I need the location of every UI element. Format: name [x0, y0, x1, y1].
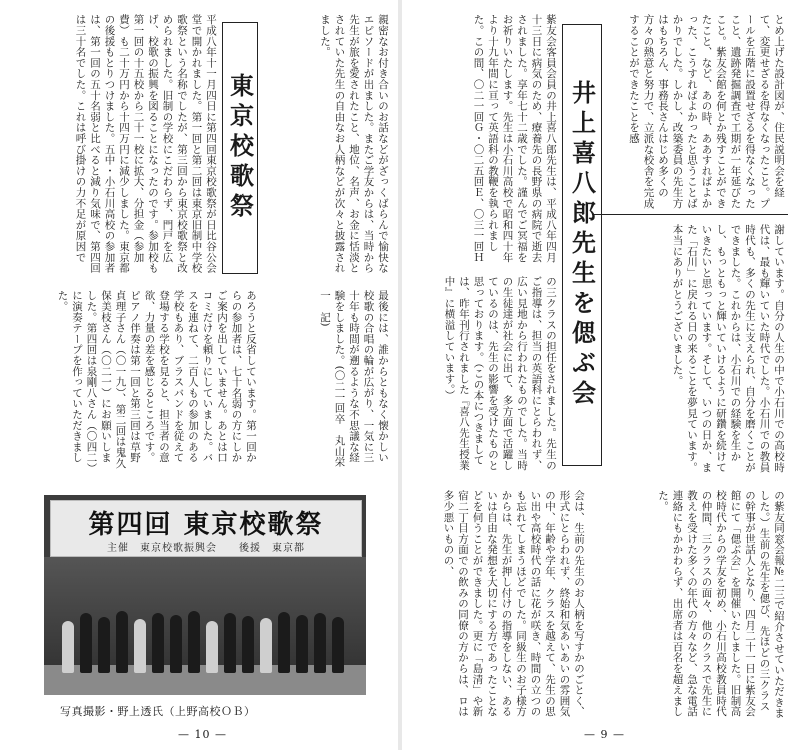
page-number: — 9 —	[584, 728, 625, 741]
page-10	[0, 0, 398, 750]
photo-person	[116, 611, 128, 673]
photo-person	[62, 621, 74, 673]
article-title: 井上喜八郎先生を偲ぶ会	[567, 80, 596, 410]
photo-person	[170, 615, 182, 673]
banner-subtitle: 主催 東京校歌振興会 後援 東京都	[107, 543, 305, 554]
photo-person	[260, 618, 272, 673]
inoue-article-upper: 紫友会客員会員の井上喜八郎先生は、平成八年四月十三日に病気のため、療養先の長野県の病院で逝去されました。享年七十二歳でした。謹んでご冥福をお祈りいたします。先生は小石川高校で昭和四十年より十九年間に亘って英語科の教鞭を執られました。この間、〇二一回Ｇ・〇二五回Ｅ、〇三一回Ｈ	[472, 14, 557, 263]
inoue-article-lower: の三クラスの担任をされました。先生のご指導は、担当の英語科にとらわれず、広い見地から行われたものでした。当時の生徒達が社会に出て、多方面で活躍しているのは、先生の影響を受けたものと思っております。（この本につきましては、昨年刊行されました『喜八先生授業中』に横溢しています。）	[443, 276, 557, 471]
kakasai-article-lower: あろうと反省しています。第一回からの参加者は、七十名弱の方にしかご案内を出していません。あとは口コミだけを頼りにしていました。バスを連ねて、二百人もの参加のある学校もあり、ブラスバンドを従えて登場する学校を見ると、担当者の意欲、力量の差を感じるところです。ピアノ伴奏は第一回と第三回は草野貞理子さん（〇一九）、第二回は鬼久保美枝さん（〇二一）にお願いしました。第四回は泉剛八さん（〇四二）に演奏テープを作っていただきました。	[56, 290, 257, 469]
photo-person	[332, 617, 344, 673]
photo-person	[242, 616, 254, 673]
photo-person	[98, 617, 110, 673]
prev-article-tail: 親密なお付き合いのお話などがざっくばらんで愉快なエピソードが出ました。またご学友からは、当時から先生が旅を愛されたこと、地位、名声、お金に恬淡とされていた先生の自由なお人柄などが次々と披露されました。	[319, 14, 389, 274]
photo-stage	[44, 557, 366, 695]
page-number: — 10 —	[178, 728, 227, 741]
photo-banner	[50, 500, 362, 557]
inoue-article-lower2: の紫友同窓会報№二三で紹介させていただきました。）生前の先生を偲び、先ほどの三クラスの幹事が世話人となり、四月二十一日に紫友会館にて「偲ぶ会」を開催いたしました。旧制高校時代からの学友を初め、小石川高校教員時代の仲間、三クラスの面々、他のクラスで先生に教えを受けた多くの年代の方々など、急な電話連絡にもかかわらず、出席者は百名を超えました。	[657, 490, 785, 719]
event-photo	[44, 495, 366, 695]
banner-title: 第四回 東京校歌祭	[88, 510, 324, 540]
article-title-box	[562, 24, 602, 466]
article-title-box	[222, 22, 258, 274]
photo-person	[206, 621, 218, 673]
photo-person	[134, 619, 146, 673]
photo-person	[152, 613, 164, 673]
photo-caption: 写真撮影・野上透氏（上野高校ＯＢ）	[60, 705, 256, 718]
photo-person	[224, 613, 236, 673]
kakasai-article-upper: 平成八年十一月四日に第四回東京校歌祭が日比谷公会堂で開かれました。第一回と第二回は東京旧制中学校歌祭という名称でしたが、第三回から東京校歌祭と改められました。旧制の学校にこだわらず、門戸を広げ、校歌の振興を図ることになったのです。参加校も第一回の十五校から二十一校に拡大、分担金（参加費）も二十万円から十四万円に減少しました。東京都の後援もとりつけました。五中・小石川高校の参加者は、第一回の五十名弱と比べると減り気味で、第四回は三十名でした。これは呼び掛けの力不足が原因で	[74, 14, 217, 274]
page-9	[402, 0, 800, 750]
prev-article-tail-lower: 謝しています。自分の人生の中で小石川での高校時代は、最も輝いていた時代でした。小石川での教員時代も、多くの先生に支えられ、自分を磨くことができました。これからは、小石川での経験を生かし、もっともっと輝いていけるように研鑽を続けていきたいと思っています。そして、いつの日か、また「石川」に戻れる日の来ることを夢見ています。本当にありがとうございました。	[671, 224, 785, 473]
photo-person	[314, 613, 326, 673]
section-rule	[592, 214, 788, 215]
photo-person	[296, 615, 308, 673]
photo-person	[278, 612, 290, 673]
prev-article-end: 最後には、誰からともなく懐かしい校歌の合唱の輪が広がり、一気に三十年も時間が遡るような不思議な経験をしました。(〇二一回卒 丸山栄一 記)	[319, 290, 389, 468]
inoue-article-lower3: 会は、生前の先生のお人柄を写すかのごとく、形式にとらわれず、終始和気あいあいの雰囲気の中、年齢や学年、クラスを越えて、先生の思い出や高校時代の話に花が咲き、時間の立つのも忘れてしまうほどでした。同級生のお子様方からは、先生が押し付けの指導をしない、あるいは自由な発想を大切にする方であったことなどを伺うことができました。更に「島清」や新宿二丁目方面での飲みの同僚の方からは、ロは多少悪いものの、	[442, 490, 585, 717]
article-title: 東京校歌祭	[225, 73, 254, 223]
prev-article-tail-upper: とめ上げた設計図が、住民説明会を経て、変更せざるを得なくなったこと。プールを五階に設置せざるを得なくなったこと、遺跡発掘調査で工期が一年延びたこと。紫友会館を何とか残すことができたこと、など、あの時、ああすればよかった、こうすればよかったと思うことばかりでした。しかし、改築委員の先生方はもちろん、事務長さんはじめ多くの方々の熱意と努力で、立派な校舎を完成することができたことを感	[628, 14, 785, 209]
photo-person	[188, 611, 200, 673]
photo-person	[80, 613, 92, 673]
